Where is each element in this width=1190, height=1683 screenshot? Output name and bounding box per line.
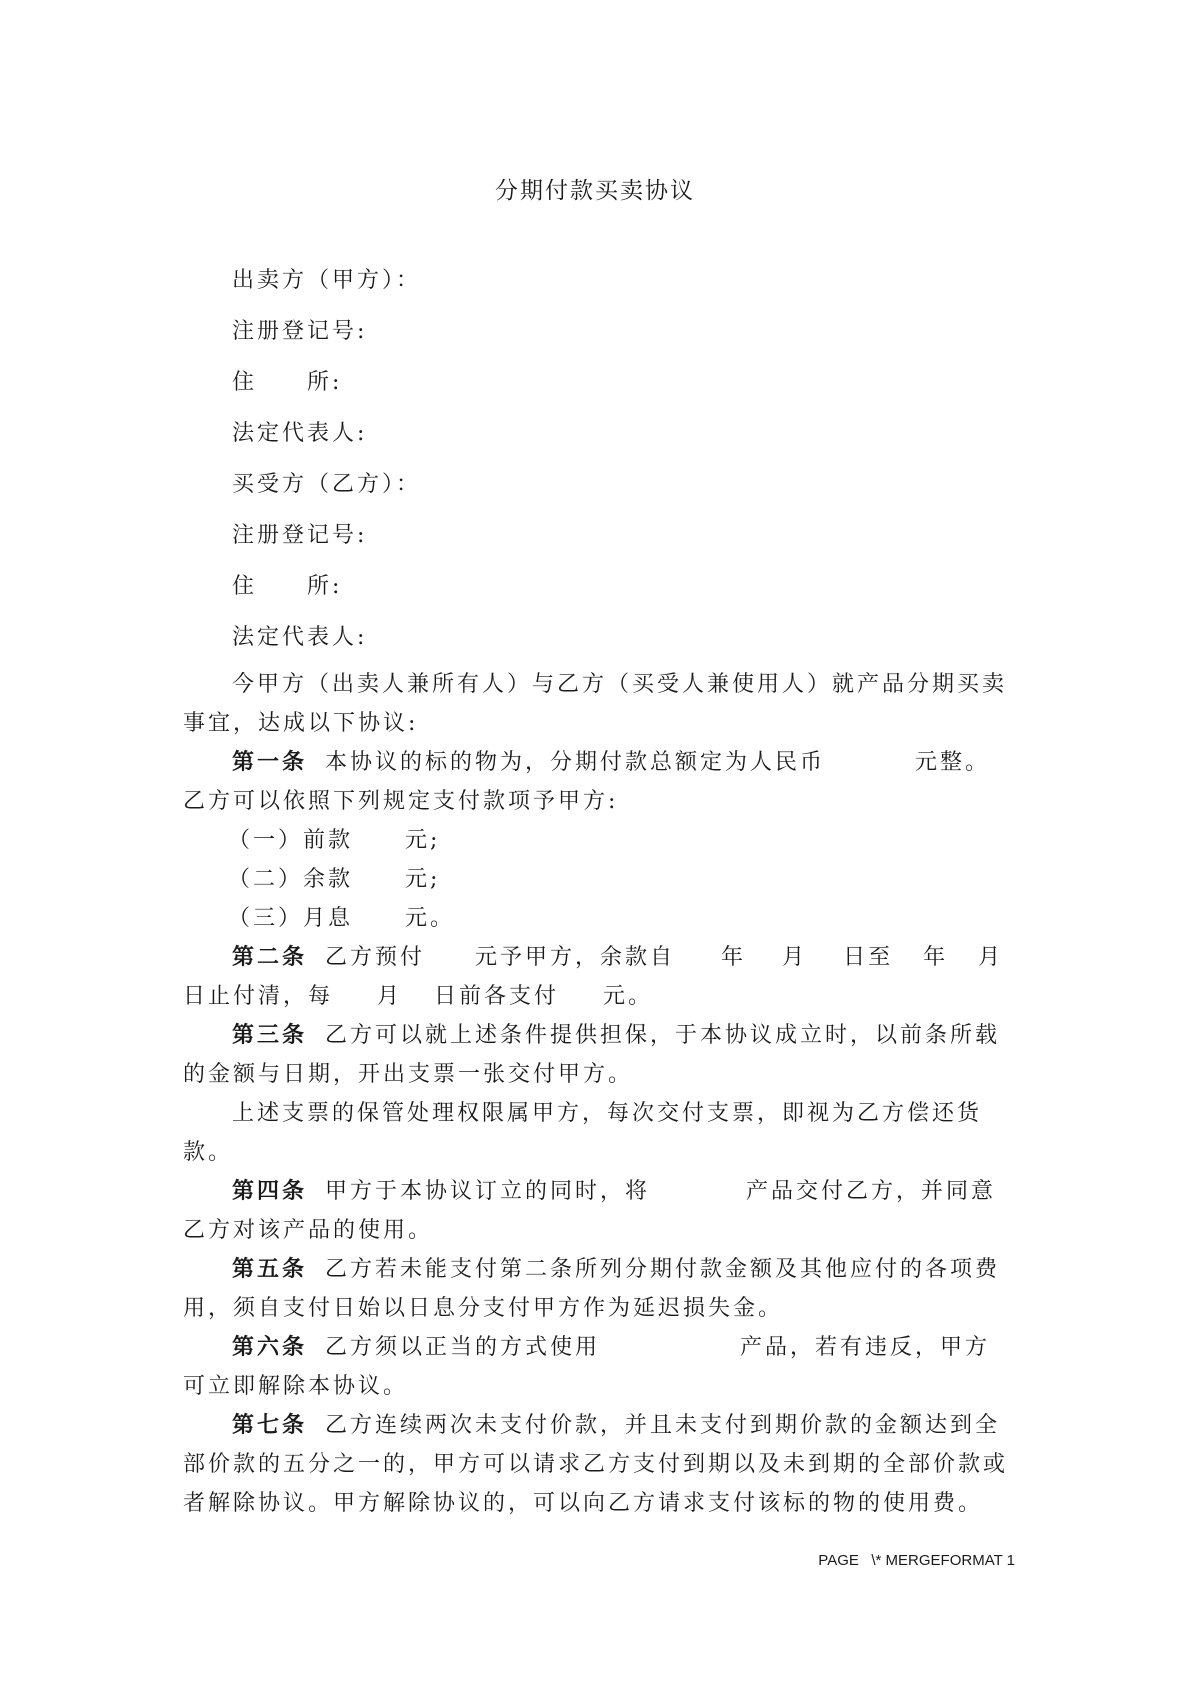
payment-item-2 [183, 860, 1013, 899]
item-label: （三）月息 [228, 906, 354, 931]
article-text: 月 [978, 945, 1004, 970]
article-3 [183, 1016, 1013, 1094]
payment-item-3 [183, 899, 1013, 938]
article-text: 年 [721, 945, 747, 970]
article-number: 第一条 [232, 749, 308, 775]
article-number: 第三条 [232, 1022, 308, 1048]
article-text: 元予甲方，余款自 [475, 945, 676, 970]
buyer-label: 买受方（乙方）： [232, 472, 422, 497]
article-text: 元。 [603, 984, 654, 1009]
document-title: 分期付款买卖协议 [495, 178, 695, 204]
article-text: 月 [782, 945, 808, 970]
article-7 [183, 1406, 1013, 1523]
buyer-registration-label: 注册登记号: [232, 523, 368, 548]
page-number-field: PAGE \* MERGEFORMAT 1 [818, 1552, 1015, 1569]
article-number: 第七条 [232, 1412, 308, 1438]
article-6 [183, 1328, 1013, 1406]
buyer-address-label: 住 所: [232, 574, 343, 599]
item-unit: 元。 [405, 906, 456, 931]
article-text: 日前各支付 [434, 984, 560, 1009]
item-unit: 元; [405, 828, 441, 853]
article-2 [183, 938, 1013, 1016]
article-number: 第五条 [232, 1256, 308, 1282]
seller-label: 出卖方（甲方）： [232, 268, 422, 293]
seller-address-label: 住 所: [232, 370, 343, 395]
buyer-representative-label: 法定代表人: [232, 625, 368, 650]
article-text: 乙方若未能支付第二条所列分期付款金额及其他应付的各项费用，须自支付日始以日息分支付甲方作为延迟损失金。 [183, 1257, 1001, 1321]
article-text: 乙方须以正当的方式使用 [325, 1335, 601, 1360]
article-text: 日止付清，每 [183, 984, 334, 1009]
article-number: 第六条 [232, 1334, 308, 1360]
article-text: 元整。乙方可以依照下列规定支付款项予甲方: [183, 750, 991, 814]
item-label: （二）余款 [228, 867, 354, 892]
article-text: 本协议的标的物为，分期付款总额定为人民币 [325, 750, 826, 775]
article-text: 乙方可以就上述条件提供担保，于本协议成立时，以前条所载的金额与日期，开出支票一张交付甲方。 [183, 1023, 1001, 1087]
article-number: 第四条 [232, 1178, 308, 1204]
article-3-continuation: 上述支票的保管处理权限属甲方，每次交付支票，即视为乙方偿还货款。 [183, 1101, 983, 1165]
article-text: 日至 [843, 945, 894, 970]
article-text: 产品交付乙方，并同意乙方对该产品的使用。 [183, 1179, 997, 1243]
item-unit: 元; [405, 867, 441, 892]
preamble: 今甲方（出卖人兼所有人）与乙方（买受人兼使用人）就产品分期买卖事宜，达成以下协议: [183, 672, 1008, 736]
payment-item-1 [183, 821, 1013, 860]
article-text: 乙方预付 [325, 945, 426, 970]
seller-registration-label: 注册登记号: [232, 319, 368, 344]
agreement-body [183, 665, 1013, 1523]
article-1 [183, 743, 1013, 821]
article-text: 年 [923, 945, 949, 970]
article-5 [183, 1250, 1013, 1328]
article-4 [183, 1172, 1013, 1250]
article-text: 甲方于本协议订立的同时，将 [325, 1179, 651, 1204]
article-text: 乙方连续两次未支付价款，并且未支付到期价款的金额达到全部价款的五分之一的，甲方可以请求乙方支付到期以及未到期的全部价款或者解除协议。甲方解除协议的，可以向乙方请求支付该标的物的使用费。 [183, 1413, 1009, 1516]
seller-representative-label: 法定代表人: [232, 421, 368, 446]
item-label: （一）前款 [228, 828, 354, 853]
article-number: 第二条 [232, 944, 308, 970]
article-text: 月 [377, 984, 403, 1009]
article-text: 产品，若有违反，甲方可立即解除本协议。 [183, 1335, 991, 1399]
